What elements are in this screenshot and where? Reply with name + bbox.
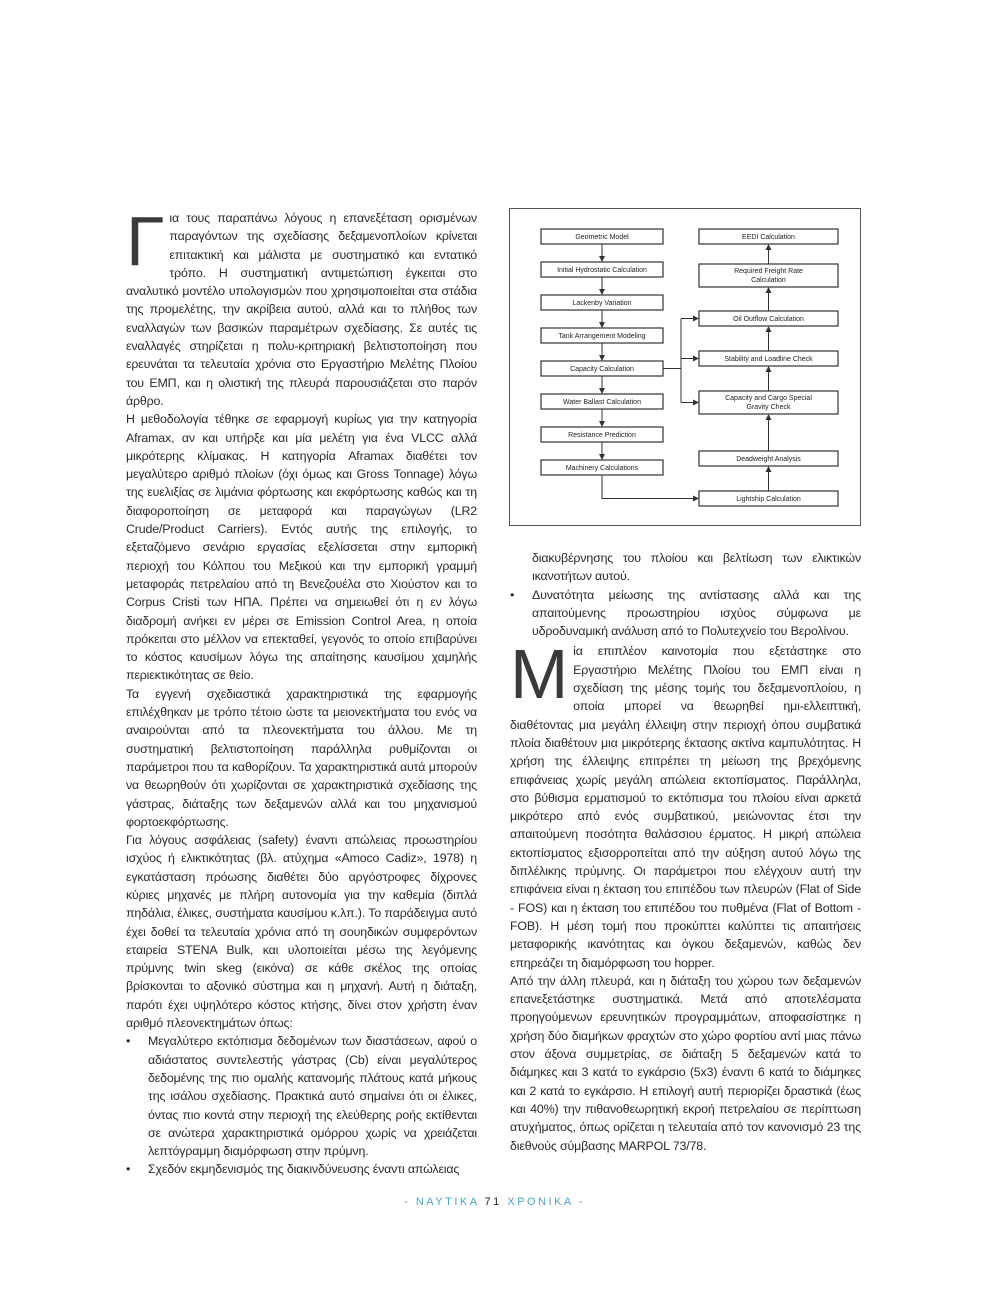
flowchart-box-label: Initial Hydrostatic Calculation	[557, 267, 647, 274]
advantages-list-continued	[510, 549, 861, 640]
paragraph-methodology: Η μεθοδολογία τέθηκε σε εφαρμογή κυρίως για την κατηγορία Aframax, αν και υπήρξε και μία μελέτη για ένα VLCC αλλά μικρότερης κλίμακας. Η κατηγορία Aframax διαθέτει τον μεγαλύτερο αριθμό πλοίων (όχι όμως και Gross Tonnage) λόγω της ευελιξίας σε λιμάνια φόρτωσης και εκφόρτωσης καθώς και τη διαφοροποίηση σε μεταφορά και παραγώγων (LR2 Crude/Product Carriers). Εντός αυτής της επιλογής, το εξεταζόμενο σενάριο εργασίας εξελίσσεται στην εμπορική περιοχή του Κόλπου του Μεξικού και την εμπορική γραμμή μεταφοράς πετρελαίου από τη Βενεζουέλα στο Χιούστον και το Corpus Cristi των ΗΠΑ. Πρέπει να σημειωθεί ότι η εν λόγω διαδρομή ανήκει εν μέρει σε Emission Control Area, η οποία πρόκειται στο μέλλον να επεκταθεί, γεγονός το οποίο επιβαρύνει το κόστος καυσίμων λόγω της απαίτησης καυσίμου χαμηλής περιεκτικότητας σε θείο.	[126, 412, 477, 683]
flowchart-box-label: Calculation	[751, 277, 786, 284]
dropcap-letter: Γ	[126, 202, 165, 280]
paragraph-text: ια τους παραπάνω λόγους η επανεξέταση ορισμένων παραγόντων της σχεδίασης δεξαμενοπλοίων κρίνεται επιτακτική και μάλιστα με συστηματικό και εντατικό τρόπο. Η συστηματική αντιμετώπιση έγκειται στο αναλυτικό μοντέλο υπολογισμών που χρησιμοποιείται στα στάδια της προμελέτης, την ακρίβεια αυτού, αλλά και το πλήθος των εναλλαγών των βασικών παραμέτρων σχεδίασης. Σε αυτές τις εναλλαγές στηρίζεται η πολυ-κριτηριακή βελτιστοποίηση που ερευνάται τα τελευταία χρόνια στο Εργαστήριο Μελέτης Πλοίου του ΕΜΠ, και η ολιστική της πλευρά παρουσιάζεται στο παρόν άρθρο.	[126, 211, 477, 408]
footer-dash: -	[578, 1196, 585, 1208]
flowchart-box-label: Tank Arrangement Modeling	[558, 333, 646, 340]
page-footer	[0, 1196, 989, 1208]
paragraph-text: ία επιπλέον καινοτομία που εξετάστηκε στο Εργαστήριο Μελέτης Πλοίου του ΕΜΠ είναι η σχεδίαση της μέσης τομής του δεξαμενοπλοίου, η οποία μπορεί να θεωρηθεί ημι-ελλειπτική, διαθέτοντας μια μεγάλη έλλειψη στην περιοχή όπου συμβατικά πλοία διαθέτουν μια μικρότερης έκτασης ακτίνα καμπυλότητας. Η χρήση της έλλειψης επιτρέπει τη μείωση της βρεχόμενης επιφάνειας χωρίς μεγάλη απώλεια εκτοπίσματος. Παράλληλα, στο βύθισμα ερματισμού το εκτόπισμα του πλοίου είναι αρκετά μικρότερο από ενός συμβατικού, μειώνοντας έτσι την απαιτούμενη ποσότητα θαλάσσιου έρματος. Η μικρή απώλεια εκτοπίσματος εξισορροπείται από την αύξηση αυτού λόγω της διπλέλικης πρύμνης. Οι παράμετροι που ελέγχουν αυτή την επιφάνεια είναι η έκταση του επιπέδου των πλευρών (Flat of Side - FOS) και η έκταση του επιπέδου του πυθμένα (Flat of Bottom - FOB). Η μέση τομή που προκύπτει καλύπτει τις απαιτήσεις μεταφορικής ικανότητας και όγκου δεξαμενών, καθώς δεν επηρεάζει τη διαμόρφωση του hopper.	[510, 644, 861, 970]
page-number: 71	[484, 1196, 502, 1208]
flowchart-box-label: Capacity and Cargo Special	[725, 395, 812, 402]
flowchart-box-label: Machinery Calculations	[565, 465, 639, 472]
flowchart-box-label: Lightship Calculation	[736, 496, 801, 503]
footer-word: ΝΑΥΤΙΚΑ	[415, 1196, 479, 1208]
list-item: • Μεγαλύτερο εκτόπισμα δεδομένων των διαστάσεων, αφού ο αδιάστατος συντελεστής γάστρας (Cb) είναι μεγαλύτερος δεδομένης της πιο ομαλής κατανομής πλάτους κατά μήκους της ισάλου σχεδίασης. Πρακτικά αυτό σημαίνει ότι οι έλικες, όντας πιο κοντά στην περιοχή της ελεύθερης ροής εκτίθενται σε ανώτερα χαρακτηριστικά ομόρρου χωρίς να χρειάζεται λεπτόγραμμη διαμόρφωση στην πρύμνη.	[126, 1032, 477, 1160]
list-item: • Δυνατότητα μείωσης της αντίστασης αλλά και της απαιτούμενης προωστηρίου ισχύος σύμφωνα με υδροδυναμική ανάλυση από το Πολυτεχνείο του Βερολίνου.	[510, 586, 861, 641]
right-column	[510, 549, 861, 1155]
flowchart-box-label: Gravity Check	[746, 404, 791, 411]
flowchart-box-label: Oil Outflow Calculation	[733, 316, 804, 323]
paragraph-safety: Για λόγους ασφάλειας (safety) έναντι απώλειας προωστηρίου ισχύος ή ελικτικότητας (βλ. ατύχημα «Amoco Cadiz», 1978) η εγκατάσταση πρόωσης διαθέτει δύο αργόστροφες δίχρονες κύριες μηχανές με πλήρη αυτονομία για την καθεμία (διπλά πηδάλια, έλικες, συστήματα καυσίμου κ.λπ.). Το παράδειγμα αυτό έχει δοθεί τα τελευταία χρόνια από τη σουηδικών συμφερόντων εταιρεία STENA Bulk, και υλοποιείται μέσω της λεγόμενης πρύμνης twin skeg (εικόνα) σε κάθε σκέλος της οποίας βρίσκονται το αξονικό σύστημα και η μηχανή. Αυτή η διάταξη, παρότι έχει υψηλότερο κόστος κτήσης, δίνει στον χρήστη έναν αριθμό πλεονεκτημάτων όπως:	[126, 833, 477, 1031]
paragraph-tank-arrangement: Από την άλλη πλευρά, και η διάταξη του χώρου των δεξαμενών επανεξετάστηκε συστηματικά. Μετά από αποτελέσματα προηγούμενων ερευνητικών προγραμμάτων, αποφασίστηκε η χρήση δύο διαμήκων φραχτών στο χώρο φορτίου αντί μιας πάνω στον άξονα συμμετρίας, σε διάταξη 5 δεξαμενών κατά το διάμηκες και 3 κατά το εγκάρσιο (5x3) έναντι 6 κατά το διάμηκες και 2 κατά το εγκάρσιο. Η επιλογή αυτή περιορίζει δραστικά (έως και 40%) την πιθανοθεωρητική εκροή πετρελαίου σε περίπτωση ατυχήματος, όπως ορίζεται η τελευταία από τον κανονισμό 23 της διεθνούς σύμβασης MARPOL 73/78.	[510, 973, 861, 1153]
paragraph-midship-section	[510, 635, 861, 971]
flowchart-figure	[509, 208, 861, 526]
flowchart-box-label: Lackenby Variation	[572, 300, 632, 307]
footer-dash: -	[404, 1196, 411, 1208]
flowchart-box-label: EEDI Calculation	[742, 234, 795, 241]
paragraph-intro	[126, 202, 477, 410]
flowchart-diagram	[510, 209, 859, 524]
paragraph-design-features: Τα εγγενή σχεδιαστικά χαρακτηριστικά της εφαρμογής επιλέχθηκαν με τρόπο τέτοιο ώστε τα μειονεκτήματα του ενός να αναιρούνται από τα πλεονεκτήματα του άλλου. Με τη συστηματική βελτιστοποίηση παράλληλα ρυθμίζονται οι παράμετροι που τα καθορίζουν. Τα χαρακτηριστικά αυτά μπορούν να θεωρηθούν ότι χωρίζονται σε χαρακτηριστικά σχεδίασης της γάστρας, διάταξης των δεξαμενών αλλά και του μηχανισμού φορτοεκφόρτωσης.	[126, 686, 477, 829]
flowchart-box-label: Stability and Loadline Check	[724, 356, 813, 363]
dropcap-letter: Μ	[510, 635, 569, 714]
flowchart-box-label: Resistance Prediction	[568, 432, 636, 439]
flowchart-box-label: Geometric Model	[575, 234, 629, 241]
flowchart-box-label: Water Ballast Calculation	[563, 399, 641, 406]
footer-word: ΧΡΟΝΙΚΑ	[507, 1196, 574, 1208]
left-column	[126, 202, 477, 1179]
flowchart-box-label: Required Freight Rate	[734, 268, 803, 275]
advantages-list	[126, 1032, 477, 1178]
flowchart-box-label: Deadweight Analysis	[736, 456, 801, 463]
flowchart-arrow	[602, 475, 698, 499]
list-item: • Σχεδόν εκμηδενισμός της διακινδύνευσης έναντι απώλειας	[126, 1160, 477, 1178]
flowchart-box-label: Capacity Calculation	[570, 366, 634, 373]
list-item-continued: διακυβέρνησης του πλοίου και βελτίωση των ελικτικών ικανοτήτων αυτού.	[532, 551, 861, 584]
